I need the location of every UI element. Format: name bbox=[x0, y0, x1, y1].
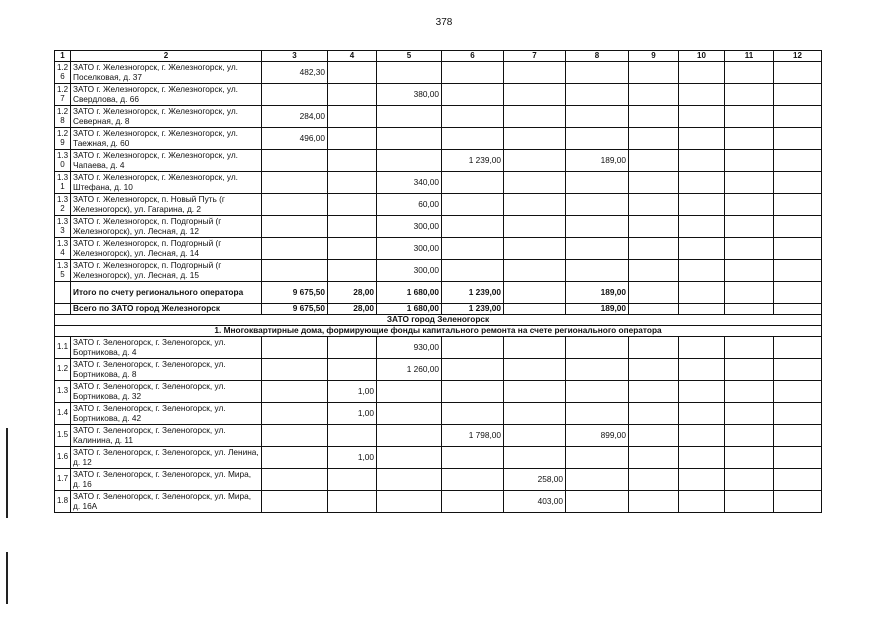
empty-cell bbox=[679, 282, 725, 304]
empty-cell bbox=[725, 425, 774, 447]
empty-cell bbox=[629, 238, 679, 260]
value-cell bbox=[377, 425, 442, 447]
total-value: 28,00 bbox=[328, 304, 377, 315]
value-cell: 258,00 bbox=[504, 469, 566, 491]
empty-cell bbox=[679, 425, 725, 447]
address-cell: ЗАТО г. Зеленогорск, г. Зеленогорск, ул. Бортникова, д. 42 bbox=[71, 403, 262, 425]
empty-cell bbox=[774, 469, 822, 491]
empty-cell bbox=[774, 238, 822, 260]
value-cell bbox=[566, 106, 629, 128]
column-header: 11 bbox=[725, 51, 774, 62]
empty-cell bbox=[774, 381, 822, 403]
row-number: 1.2 9 bbox=[55, 128, 71, 150]
empty-cell bbox=[725, 106, 774, 128]
section-title: ЗАТО город Зеленогорск bbox=[55, 315, 822, 326]
address-cell: ЗАТО г. Железногорск, г. Железногорск, ул. Свердлова, д. 66 bbox=[71, 84, 262, 106]
empty-cell bbox=[629, 150, 679, 172]
value-cell bbox=[442, 337, 504, 359]
empty-cell bbox=[629, 216, 679, 238]
row-number: 1.2 6 bbox=[55, 62, 71, 84]
table-row bbox=[55, 62, 822, 84]
value-cell bbox=[328, 172, 377, 194]
capital-repair-table bbox=[54, 50, 822, 513]
address-cell: ЗАТО г. Железногорск, п. Подгорный (г Железногорск), ул. Лесная, д. 12 bbox=[71, 216, 262, 238]
empty-cell bbox=[629, 304, 679, 315]
value-cell bbox=[566, 447, 629, 469]
column-header: 3 bbox=[262, 51, 328, 62]
address-cell: ЗАТО г. Железногорск, п. Новый Путь (г Железногорск), ул. Гагарина, д. 2 bbox=[71, 194, 262, 216]
empty-cell bbox=[679, 403, 725, 425]
value-cell: 300,00 bbox=[377, 216, 442, 238]
value-cell bbox=[262, 172, 328, 194]
value-cell bbox=[566, 216, 629, 238]
empty-cell bbox=[629, 403, 679, 425]
empty-cell bbox=[774, 282, 822, 304]
table-row bbox=[55, 381, 822, 403]
empty-cell bbox=[679, 337, 725, 359]
value-cell bbox=[442, 128, 504, 150]
value-cell bbox=[442, 260, 504, 282]
empty-cell bbox=[774, 403, 822, 425]
value-cell bbox=[442, 491, 504, 513]
value-cell bbox=[328, 469, 377, 491]
value-cell bbox=[377, 128, 442, 150]
empty-cell bbox=[725, 447, 774, 469]
empty-cell bbox=[629, 381, 679, 403]
table-row bbox=[55, 425, 822, 447]
value-cell bbox=[504, 381, 566, 403]
table-row bbox=[55, 359, 822, 381]
value-cell bbox=[328, 150, 377, 172]
empty-cell bbox=[629, 106, 679, 128]
value-cell bbox=[442, 359, 504, 381]
table-row bbox=[55, 403, 822, 425]
value-cell bbox=[377, 403, 442, 425]
value-cell bbox=[442, 84, 504, 106]
total-value: 9 675,50 bbox=[262, 282, 328, 304]
empty-cell bbox=[774, 337, 822, 359]
total-label: Всего по ЗАТО город Железногорск bbox=[71, 304, 262, 315]
total-operator-row bbox=[55, 282, 822, 304]
value-cell bbox=[262, 447, 328, 469]
value-cell: 1 260,00 bbox=[377, 359, 442, 381]
empty-cell bbox=[725, 128, 774, 150]
value-cell bbox=[377, 62, 442, 84]
value-cell bbox=[328, 359, 377, 381]
empty-cell bbox=[679, 128, 725, 150]
value-cell bbox=[442, 106, 504, 128]
address-cell: ЗАТО г. Зеленогорск, г. Зеленогорск, ул. Ленина, д. 12 bbox=[71, 447, 262, 469]
empty-cell bbox=[774, 216, 822, 238]
value-cell bbox=[328, 106, 377, 128]
row-number: 1.3 bbox=[55, 381, 71, 403]
empty-cell bbox=[679, 260, 725, 282]
table-row bbox=[55, 491, 822, 513]
value-cell bbox=[504, 106, 566, 128]
value-cell bbox=[504, 128, 566, 150]
empty-cell bbox=[725, 260, 774, 282]
empty-cell bbox=[679, 150, 725, 172]
table-row bbox=[55, 194, 822, 216]
empty-cell bbox=[679, 359, 725, 381]
address-cell: ЗАТО г. Зеленогорск, г. Зеленогорск, ул. Бортникова, д. 4 bbox=[71, 337, 262, 359]
row-number: 1.3 1 bbox=[55, 172, 71, 194]
empty-cell bbox=[679, 304, 725, 315]
row-number: 1.7 bbox=[55, 469, 71, 491]
empty-cell bbox=[629, 128, 679, 150]
column-header: 6 bbox=[442, 51, 504, 62]
value-cell bbox=[504, 150, 566, 172]
address-cell: ЗАТО г. Зеленогорск, г. Зеленогорск, ул. Бортникова, д. 8 bbox=[71, 359, 262, 381]
value-cell bbox=[262, 381, 328, 403]
value-cell bbox=[262, 84, 328, 106]
empty-cell bbox=[774, 84, 822, 106]
total-value bbox=[504, 282, 566, 304]
empty-cell bbox=[725, 150, 774, 172]
address-cell: ЗАТО г. Зеленогорск, г. Зеленогорск, ул. Мира, д. 16А bbox=[71, 491, 262, 513]
value-cell: 403,00 bbox=[504, 491, 566, 513]
value-cell bbox=[504, 403, 566, 425]
value-cell bbox=[566, 359, 629, 381]
value-cell bbox=[262, 491, 328, 513]
column-header: 10 bbox=[679, 51, 725, 62]
row-number: 1.3 3 bbox=[55, 216, 71, 238]
empty-cell bbox=[629, 359, 679, 381]
empty-cell bbox=[725, 359, 774, 381]
empty-cell bbox=[679, 238, 725, 260]
row-number: 1.5 bbox=[55, 425, 71, 447]
column-header: 12 bbox=[774, 51, 822, 62]
column-header: 8 bbox=[566, 51, 629, 62]
value-cell: 189,00 bbox=[566, 150, 629, 172]
value-cell bbox=[566, 260, 629, 282]
empty-cell bbox=[679, 194, 725, 216]
value-cell: 1,00 bbox=[328, 381, 377, 403]
row-number: 1.6 bbox=[55, 447, 71, 469]
empty-cell bbox=[725, 469, 774, 491]
empty-cell bbox=[725, 491, 774, 513]
value-cell bbox=[566, 337, 629, 359]
empty-cell bbox=[629, 84, 679, 106]
row-number: 1.3 2 bbox=[55, 194, 71, 216]
empty-cell bbox=[629, 469, 679, 491]
empty-cell bbox=[629, 425, 679, 447]
empty-cell bbox=[725, 403, 774, 425]
empty-cell bbox=[725, 304, 774, 315]
value-cell bbox=[328, 425, 377, 447]
value-cell bbox=[377, 381, 442, 403]
total-value: 1 239,00 bbox=[442, 304, 504, 315]
section-header-row bbox=[55, 326, 822, 337]
empty-cell bbox=[629, 260, 679, 282]
column-header: 7 bbox=[504, 51, 566, 62]
value-cell: 1 239,00 bbox=[442, 150, 504, 172]
value-cell bbox=[328, 216, 377, 238]
empty-cell bbox=[55, 282, 71, 304]
value-cell bbox=[442, 238, 504, 260]
table-row bbox=[55, 469, 822, 491]
empty-cell bbox=[679, 216, 725, 238]
value-cell: 300,00 bbox=[377, 238, 442, 260]
value-cell bbox=[504, 62, 566, 84]
value-cell bbox=[566, 381, 629, 403]
empty-cell bbox=[679, 172, 725, 194]
empty-cell bbox=[679, 381, 725, 403]
address-cell: ЗАТО г. Зеленогорск, г. Зеленогорск, ул. Мира, д. 16 bbox=[71, 469, 262, 491]
value-cell bbox=[504, 84, 566, 106]
value-cell: 284,00 bbox=[262, 106, 328, 128]
value-cell bbox=[504, 172, 566, 194]
value-cell bbox=[377, 150, 442, 172]
address-cell: ЗАТО г. Железногорск, г. Железногорск, ул. Северная, д. 8 bbox=[71, 106, 262, 128]
value-cell bbox=[328, 238, 377, 260]
empty-cell bbox=[629, 282, 679, 304]
value-cell bbox=[328, 491, 377, 513]
value-cell bbox=[262, 216, 328, 238]
value-cell bbox=[504, 194, 566, 216]
empty-cell bbox=[774, 447, 822, 469]
empty-cell bbox=[774, 128, 822, 150]
empty-cell bbox=[774, 172, 822, 194]
table-row bbox=[55, 238, 822, 260]
value-cell bbox=[566, 238, 629, 260]
value-cell bbox=[566, 194, 629, 216]
table-row bbox=[55, 84, 822, 106]
value-cell bbox=[262, 260, 328, 282]
table-row bbox=[55, 172, 822, 194]
empty-cell bbox=[725, 62, 774, 84]
row-number: 1.4 bbox=[55, 403, 71, 425]
value-cell bbox=[377, 491, 442, 513]
empty-cell bbox=[774, 150, 822, 172]
table-row bbox=[55, 216, 822, 238]
row-number: 1.2 8 bbox=[55, 106, 71, 128]
row-number: 1.2 7 bbox=[55, 84, 71, 106]
value-cell bbox=[566, 128, 629, 150]
empty-cell bbox=[629, 172, 679, 194]
total-value: 28,00 bbox=[328, 282, 377, 304]
column-header: 1 bbox=[55, 51, 71, 62]
value-cell bbox=[566, 172, 629, 194]
value-cell: 1,00 bbox=[328, 403, 377, 425]
header-row bbox=[55, 51, 822, 62]
empty-cell bbox=[679, 106, 725, 128]
table-row bbox=[55, 106, 822, 128]
empty-cell bbox=[679, 62, 725, 84]
table-row bbox=[55, 337, 822, 359]
value-cell bbox=[262, 403, 328, 425]
table-row bbox=[55, 128, 822, 150]
table-row bbox=[55, 150, 822, 172]
value-cell bbox=[566, 84, 629, 106]
empty-cell bbox=[774, 106, 822, 128]
value-cell bbox=[504, 337, 566, 359]
value-cell bbox=[328, 84, 377, 106]
value-cell bbox=[262, 238, 328, 260]
value-cell bbox=[566, 403, 629, 425]
empty-cell bbox=[725, 172, 774, 194]
value-cell bbox=[442, 172, 504, 194]
column-header: 2 bbox=[71, 51, 262, 62]
value-cell bbox=[442, 447, 504, 469]
empty-cell bbox=[679, 491, 725, 513]
value-cell bbox=[442, 194, 504, 216]
empty-cell bbox=[629, 491, 679, 513]
total-value: 1 680,00 bbox=[377, 304, 442, 315]
value-cell bbox=[328, 260, 377, 282]
value-cell: 899,00 bbox=[566, 425, 629, 447]
row-number: 1.2 bbox=[55, 359, 71, 381]
value-cell bbox=[328, 62, 377, 84]
row-number: 1.3 5 bbox=[55, 260, 71, 282]
column-header: 5 bbox=[377, 51, 442, 62]
table-row bbox=[55, 447, 822, 469]
value-cell bbox=[377, 447, 442, 469]
value-cell: 380,00 bbox=[377, 84, 442, 106]
empty-cell bbox=[679, 447, 725, 469]
section-header-row bbox=[55, 315, 822, 326]
empty-cell bbox=[774, 425, 822, 447]
scan-edge-mark bbox=[6, 552, 8, 604]
empty-cell bbox=[725, 381, 774, 403]
empty-cell bbox=[679, 469, 725, 491]
address-cell: ЗАТО г. Зеленогорск, г. Зеленогорск, ул. Калинина, д. 11 bbox=[71, 425, 262, 447]
value-cell: 300,00 bbox=[377, 260, 442, 282]
table-row bbox=[55, 260, 822, 282]
address-cell: ЗАТО г. Железногорск, г. Железногорск, ул. Поселковая, д. 37 bbox=[71, 62, 262, 84]
value-cell bbox=[442, 62, 504, 84]
page-number: 378 bbox=[435, 17, 453, 28]
value-cell bbox=[566, 491, 629, 513]
value-cell: 60,00 bbox=[377, 194, 442, 216]
value-cell bbox=[504, 425, 566, 447]
value-cell bbox=[504, 260, 566, 282]
total-value bbox=[504, 304, 566, 315]
value-cell bbox=[262, 359, 328, 381]
value-cell bbox=[442, 403, 504, 425]
empty-cell bbox=[774, 304, 822, 315]
section-title: 1. Многоквартирные дома, формирующие фонды капитального ремонта на счете регионального оператора bbox=[55, 326, 822, 337]
address-cell: ЗАТО г. Железногорск, п. Подгорный (г Железногорск), ул. Лесная, д. 15 bbox=[71, 260, 262, 282]
value-cell: 496,00 bbox=[262, 128, 328, 150]
total-value: 189,00 bbox=[566, 304, 629, 315]
row-number: 1.1 bbox=[55, 337, 71, 359]
value-cell bbox=[377, 106, 442, 128]
total-value: 1 680,00 bbox=[377, 282, 442, 304]
total-value: 1 239,00 bbox=[442, 282, 504, 304]
empty-cell bbox=[629, 447, 679, 469]
value-cell bbox=[504, 238, 566, 260]
address-cell: ЗАТО г. Зеленогорск, г. Зеленогорск, ул. Бортникова, д. 32 bbox=[71, 381, 262, 403]
empty-cell bbox=[774, 62, 822, 84]
empty-cell bbox=[629, 62, 679, 84]
value-cell: 930,00 bbox=[377, 337, 442, 359]
empty-cell bbox=[725, 194, 774, 216]
value-cell bbox=[442, 216, 504, 238]
value-cell bbox=[262, 469, 328, 491]
value-cell bbox=[566, 62, 629, 84]
value-cell bbox=[262, 337, 328, 359]
total-zato-row bbox=[55, 304, 822, 315]
value-cell bbox=[328, 337, 377, 359]
value-cell bbox=[504, 359, 566, 381]
value-cell bbox=[504, 216, 566, 238]
value-cell: 482,30 bbox=[262, 62, 328, 84]
address-cell: ЗАТО г. Железногорск, г. Железногорск, ул. Таежная, д. 60 bbox=[71, 128, 262, 150]
empty-cell bbox=[629, 337, 679, 359]
empty-cell bbox=[629, 194, 679, 216]
value-cell bbox=[262, 425, 328, 447]
value-cell: 1,00 bbox=[328, 447, 377, 469]
address-cell: ЗАТО г. Железногорск, г. Железногорск, ул. Чапаева, д. 4 bbox=[71, 150, 262, 172]
value-cell bbox=[328, 128, 377, 150]
value-cell bbox=[262, 150, 328, 172]
address-cell: ЗАТО г. Железногорск, п. Подгорный (г Железногорск), ул. Лесная, д. 14 bbox=[71, 238, 262, 260]
value-cell bbox=[566, 469, 629, 491]
total-value: 9 675,50 bbox=[262, 304, 328, 315]
column-header: 9 bbox=[629, 51, 679, 62]
empty-cell bbox=[774, 194, 822, 216]
address-cell: ЗАТО г. Железногорск, г. Железногорск, ул. Штефана, д. 10 bbox=[71, 172, 262, 194]
empty-cell bbox=[774, 359, 822, 381]
value-cell bbox=[377, 469, 442, 491]
value-cell bbox=[328, 194, 377, 216]
row-number: 1.3 0 bbox=[55, 150, 71, 172]
empty-cell bbox=[679, 84, 725, 106]
value-cell bbox=[504, 447, 566, 469]
value-cell bbox=[442, 469, 504, 491]
scan-edge-mark bbox=[6, 428, 8, 518]
value-cell bbox=[262, 194, 328, 216]
row-number: 1.3 4 bbox=[55, 238, 71, 260]
empty-cell bbox=[774, 260, 822, 282]
empty-cell bbox=[725, 337, 774, 359]
value-cell: 340,00 bbox=[377, 172, 442, 194]
empty-cell bbox=[55, 304, 71, 315]
value-cell bbox=[442, 381, 504, 403]
empty-cell bbox=[725, 216, 774, 238]
column-header: 4 bbox=[328, 51, 377, 62]
value-cell: 1 798,00 bbox=[442, 425, 504, 447]
table-body bbox=[55, 51, 822, 513]
row-number: 1.8 bbox=[55, 491, 71, 513]
empty-cell bbox=[774, 491, 822, 513]
empty-cell bbox=[725, 238, 774, 260]
total-label: Итого по счету регионального оператора bbox=[71, 282, 262, 304]
total-value: 189,00 bbox=[566, 282, 629, 304]
empty-cell bbox=[725, 282, 774, 304]
empty-cell bbox=[725, 84, 774, 106]
